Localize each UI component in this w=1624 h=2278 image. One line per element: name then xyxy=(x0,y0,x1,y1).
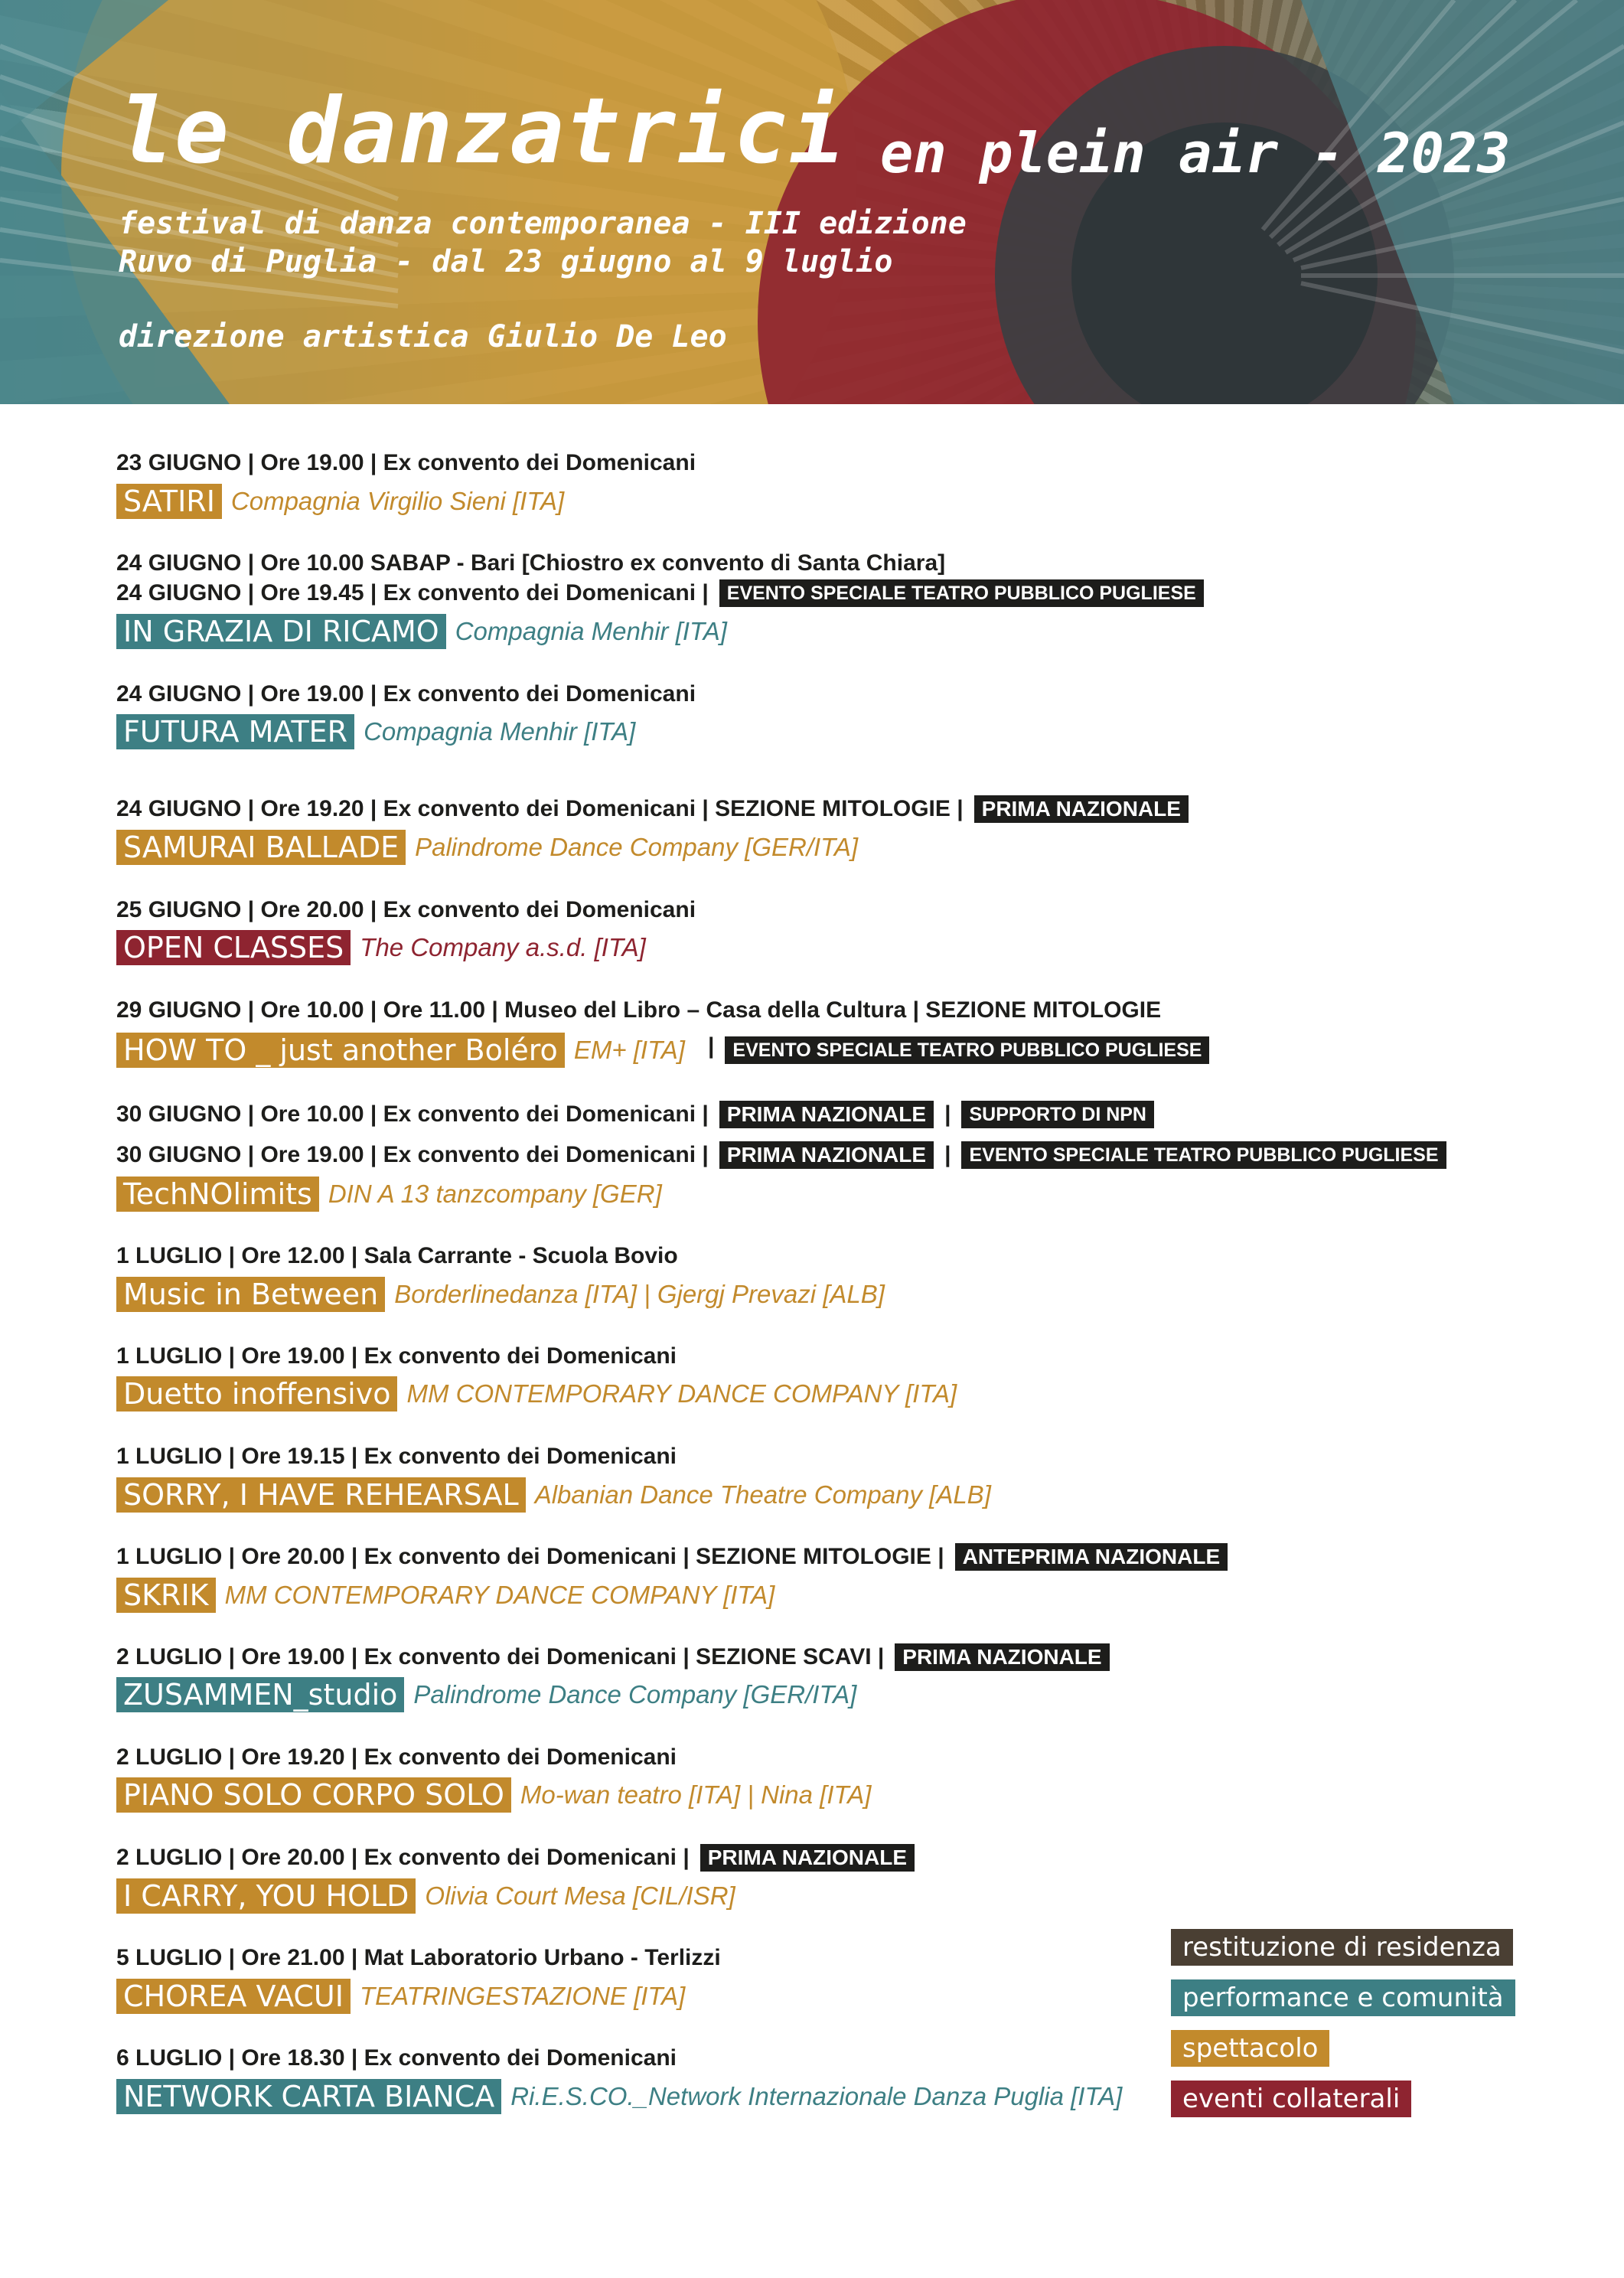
show-title: HOW TO _ just another Boléro xyxy=(116,1033,565,1068)
event-info: 1 LUGLIO | Ore 12.00 | Sala Carrante - Scuola Bovio xyxy=(116,1243,678,1269)
premiere-tag: PRIMA NAZIONALE xyxy=(974,795,1189,823)
company-name: Olivia Court Mesa [CIL/ISR] xyxy=(425,1881,735,1910)
show-title: PIANO SOLO CORPO SOLO xyxy=(116,1777,511,1813)
event-title-row xyxy=(116,484,564,519)
company-name: Palindrome Dance Company [GER/ITA] xyxy=(413,1680,857,1708)
event-title-row xyxy=(116,714,635,749)
company-name: Compagnia Virgilio Sieni [ITA] xyxy=(230,487,565,515)
show-title: IN GRAZIA DI RICAMO xyxy=(116,614,446,649)
company-name: Albanian Dance Theatre Company [ALB] xyxy=(534,1480,991,1509)
legend-spettacolo: spettacolo xyxy=(1171,2030,1329,2067)
company-name: DIN A 13 tanzcompany [GER] xyxy=(328,1180,662,1208)
premiere-tag: PRIMA NAZIONALE xyxy=(700,1844,915,1872)
festival-subtitle: en plein air - 2023 xyxy=(880,121,1511,185)
separator: | xyxy=(944,1142,951,1168)
header-banner xyxy=(0,0,1624,404)
event-info: 29 GIUGNO | Ore 10.00 | Ore 11.00 | Museo del Libro – Casa della Cultura | SEZIONE MITOLOGIE xyxy=(116,997,1162,1023)
event-info: 5 LUGLIO | Ore 21.00 | Mat Laboratorio Urbano - Terlizzi xyxy=(116,1945,721,1971)
company-name: Compagnia Menhir [ITA] xyxy=(455,617,727,645)
support-tag: SUPPORTO DI NPN xyxy=(961,1101,1154,1128)
event-info: 23 GIUGNO | Ore 19.00 | Ex convento dei Domenicani xyxy=(116,450,696,476)
event-title-row xyxy=(116,1878,735,1914)
premiere-tag: PRIMA NAZIONALE xyxy=(719,1101,934,1128)
event-info: 24 GIUGNO | Ore 10.00 SABAP - Bari [Chiostro ex convento di Santa Chiara] xyxy=(116,550,946,576)
event-info: 30 GIUGNO | Ore 10.00 | Ex convento dei Domenicani | PRIMA NAZIONALE | SUPPORTO DI NPN xyxy=(116,1098,1154,1129)
event-info: 1 LUGLIO | Ore 20.00 | Ex convento dei Domenicani | SEZIONE MITOLOGIE | ANTEPRIMA NAZIONALE xyxy=(116,1541,1228,1571)
event-title-row xyxy=(116,1677,856,1712)
event-info: 1 LUGLIO | Ore 19.00 | Ex convento dei Domenicani xyxy=(116,1343,677,1369)
event-info: 30 GIUGNO | Ore 19.00 | Ex convento dei Domenicani | PRIMA NAZIONALE | EVENTO SPECIALE TEATRO PUBBLICO PUGLIESE xyxy=(116,1139,1446,1170)
separator: | xyxy=(707,1033,715,1059)
company-name: MM CONTEMPORARY DANCE COMPANY [ITA] xyxy=(406,1379,957,1408)
show-title: SORRY, I HAVE REHEARSAL xyxy=(116,1477,526,1513)
event-title-row xyxy=(116,1477,991,1513)
event-title-row xyxy=(116,1979,685,2014)
legend-residenza: restituzione di residenza xyxy=(1171,1929,1513,1966)
show-title: I CARRY, YOU HOLD xyxy=(116,1878,416,1914)
premiere-tag: PRIMA NAZIONALE xyxy=(895,1643,1109,1671)
event-title-row xyxy=(116,1277,885,1312)
preview-tag: ANTEPRIMA NAZIONALE xyxy=(955,1543,1228,1571)
event-title-row xyxy=(116,1177,662,1212)
event-title-row xyxy=(116,1376,957,1412)
event-info: 25 GIUGNO | Ore 20.00 | Ex convento dei Domenicani xyxy=(116,897,696,923)
event-info: 24 GIUGNO | Ore 19.00 | Ex convento dei Domenicani xyxy=(116,681,696,707)
event-info: 24 GIUGNO | Ore 19.20 | Ex convento dei Domenicani | SEZIONE MITOLOGIE | PRIMA NAZIONALE xyxy=(116,793,1189,824)
event-info: 2 LUGLIO | Ore 19.20 | Ex convento dei Domenicani xyxy=(116,1744,677,1771)
company-name: Compagnia Menhir [ITA] xyxy=(364,717,636,746)
event-title-row xyxy=(116,830,858,865)
event-title-row xyxy=(116,1031,1209,1066)
event-info: 24 GIUGNO | Ore 19.45 | Ex convento dei Domenicani | EVENTO SPECIALE TEATRO PUBBLICO PUGLIESE xyxy=(116,577,1204,608)
special-event-tag: EVENTO SPECIALE TEATRO PUBBLICO PUGLIESE xyxy=(961,1141,1446,1169)
company-name: Mo-wan teatro [ITA] | Nina [ITA] xyxy=(520,1780,872,1809)
separator: | xyxy=(944,1101,951,1128)
show-title: OPEN CLASSES xyxy=(116,930,351,965)
company-name: Ri.E.S.CO._Network Internazionale Danza Puglia [ITA] xyxy=(510,2082,1123,2110)
event-info: 6 LUGLIO | Ore 18.30 | Ex convento dei Domenicani xyxy=(116,2045,677,2071)
show-title: SAMURAI BALLADE xyxy=(116,830,406,865)
special-event-tag: EVENTO SPECIALE TEATRO PUBBLICO PUGLIESE xyxy=(725,1036,1209,1064)
event-info: 2 LUGLIO | Ore 20.00 | Ex convento dei Domenicani | PRIMA NAZIONALE xyxy=(116,1842,915,1872)
event-info: 1 LUGLIO | Ore 19.15 | Ex convento dei Domenicani xyxy=(116,1444,677,1470)
company-name: EM+ [ITA] xyxy=(573,1035,685,1064)
premiere-tag: PRIMA NAZIONALE xyxy=(719,1141,934,1169)
legend-eventi: eventi collaterali xyxy=(1171,2081,1411,2117)
show-title: Duetto inoffensivo xyxy=(116,1376,397,1412)
show-title: ZUSAMMEN_studio xyxy=(116,1677,404,1712)
festival-title: le danzatrici xyxy=(119,78,846,184)
special-event-tag: EVENTO SPECIALE TEATRO PUBBLICO PUGLIESE xyxy=(719,579,1204,607)
show-title: Music in Between xyxy=(116,1277,385,1312)
company-name: MM CONTEMPORARY DANCE COMPANY [ITA] xyxy=(224,1581,775,1609)
show-title: FUTURA MATER xyxy=(116,714,354,749)
festival-edition: festival di danza contemporanea - III edizione xyxy=(119,206,967,241)
event-title-row xyxy=(116,1777,871,1813)
festival-dates: Ruvo di Puglia - dal 23 giugno al 9 luglio xyxy=(119,244,893,279)
company-name: TEATRINGESTAZIONE [ITA] xyxy=(359,1982,686,2010)
event-title-row xyxy=(116,930,646,965)
show-title: TechNOlimits xyxy=(116,1177,319,1212)
company-name: Palindrome Dance Company [GER/ITA] xyxy=(415,833,859,861)
company-name: Borderlinedanza [ITA] | Gjergj Prevazi [ALB] xyxy=(394,1280,885,1308)
event-info: 2 LUGLIO | Ore 19.00 | Ex convento dei Domenicani | SEZIONE SCAVI | PRIMA NAZIONALE xyxy=(116,1641,1110,1672)
event-title-row xyxy=(116,614,727,649)
event-title-row xyxy=(116,1578,774,1613)
show-title: SKRIK xyxy=(116,1578,216,1613)
event-title-row xyxy=(116,2079,1122,2114)
legend-performance: performance e comunità xyxy=(1171,1979,1515,2016)
show-title: NETWORK CARTA BIANCA xyxy=(116,2079,501,2114)
show-title: SATIRI xyxy=(116,484,222,519)
company-name: The Company a.s.d. [ITA] xyxy=(360,933,646,961)
artistic-direction: direzione artistica Giulio De Leo xyxy=(119,319,727,354)
show-title: CHOREA VACUI xyxy=(116,1979,351,2014)
